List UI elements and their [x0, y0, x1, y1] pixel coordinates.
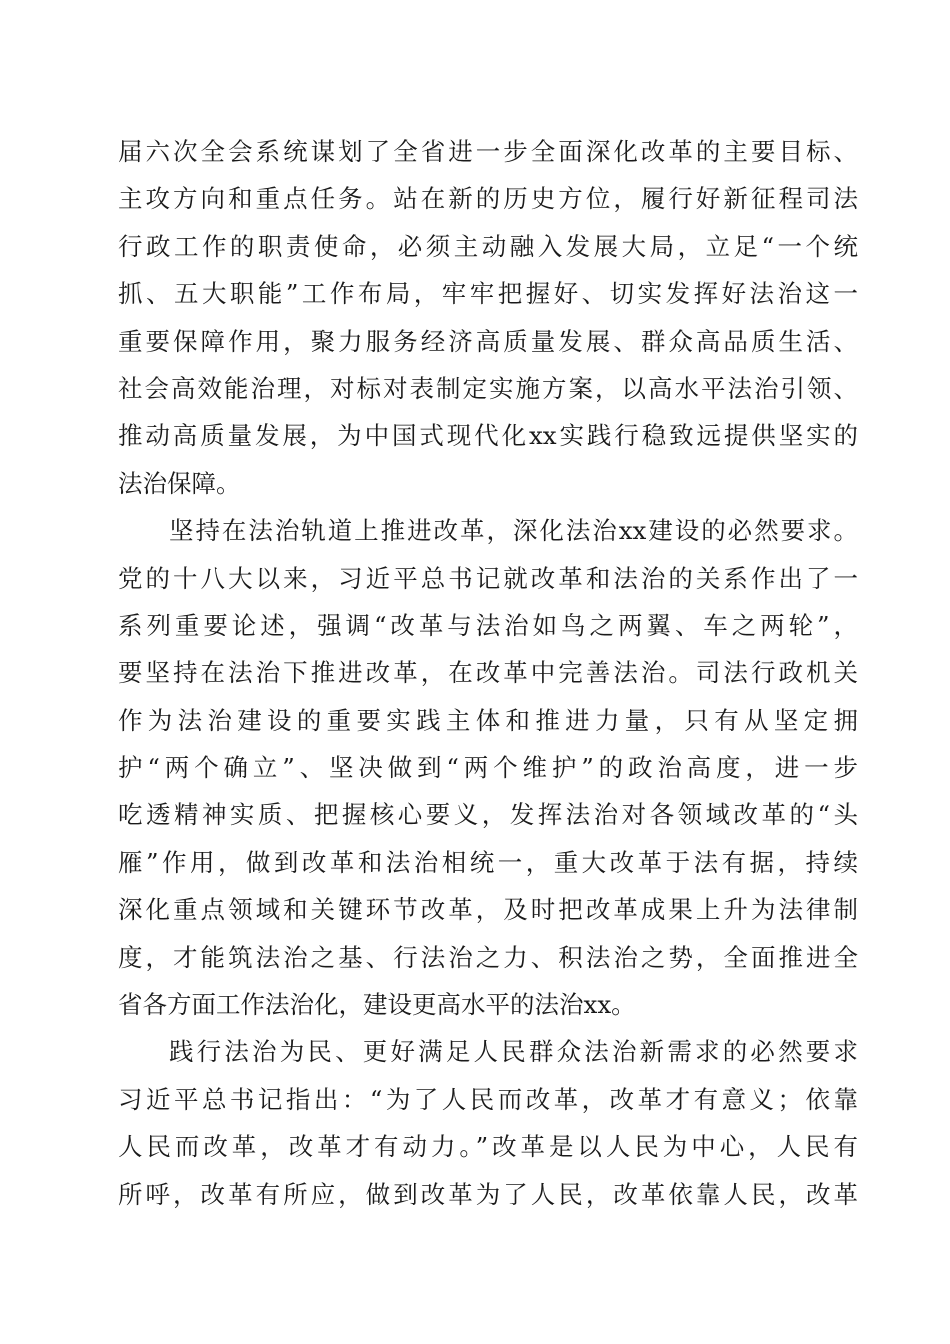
- paragraph-3: [118, 1028, 858, 1218]
- text-line: 坚持在法治轨道上推进改革，深化法治xx建设的必然要求。: [169, 516, 858, 546]
- text-line: 习近平总书记指出：“为了人民而改革，改革才有意义；依靠: [118, 1084, 858, 1114]
- paragraph-1: [118, 128, 858, 507]
- text-line: 社会高效能治理，对标对表制定实施方案，以高水平法治引领、: [118, 373, 858, 403]
- text-line: 主攻方向和重点任务。站在新的历史方位，履行好新征程司法: [118, 184, 858, 214]
- text-line: 度，才能筑法治之基、行法治之力、积法治之势，全面推进全: [118, 942, 858, 972]
- text-line: 系列重要论述，强调“改革与法治如鸟之两翼、车之两轮”，: [118, 610, 858, 640]
- text-line: 人民而改革，改革才有动力。”改革是以人民为中心，人民有: [118, 1132, 858, 1162]
- text-line: 雁”作用，做到改革和法治相统一，重大改革于法有据，持续: [118, 847, 858, 877]
- text-line: 吃透精神实质、把握核心要义，发挥法治对各领域改革的“头: [118, 800, 858, 830]
- text-line: 践行法治为民、更好满足人民群众法治新需求的必然要求: [169, 1037, 858, 1067]
- paragraph-2: [118, 507, 858, 1028]
- text-line: 行政工作的职责使命，必须主动融入发展大局，立足“一个统: [118, 231, 858, 261]
- text-line: 护“两个确立”、坚决做到“两个维护”的政治高度，进一步: [118, 753, 858, 783]
- text-line: 要坚持在法治下推进改革，在改革中完善法治。司法行政机关: [118, 658, 858, 688]
- text-line: 重要保障作用，聚力服务经济高质量发展、群众高品质生活、: [118, 326, 858, 356]
- text-line: 届六次全会系统谋划了全省进一步全面深化改革的主要目标、: [118, 137, 858, 166]
- text-line: 抓、五大职能”工作布局，牢牢把握好、切实发挥好法治这一: [118, 279, 858, 309]
- text-line: 推动高质量发展，为中国式现代化xx实践行稳致远提供坚实的: [118, 421, 858, 451]
- text-line: 深化重点领域和关键环节改革，及时把改革成果上升为法律制: [118, 895, 858, 925]
- text-line: 党的十八大以来，习近平总书记就改革和法治的关系作出了一: [118, 563, 858, 593]
- text-line: 省各方面工作法治化，建设更高水平的法治xx。: [118, 990, 636, 1020]
- document-body: [118, 128, 858, 1218]
- text-line: 法治保障。: [118, 468, 241, 498]
- text-line: 所呼，改革有所应，做到改革为了人民，改革依靠人民，改革: [118, 1179, 858, 1209]
- text-line: 作为法治建设的重要实践主体和推进力量，只有从坚定拥: [118, 705, 858, 735]
